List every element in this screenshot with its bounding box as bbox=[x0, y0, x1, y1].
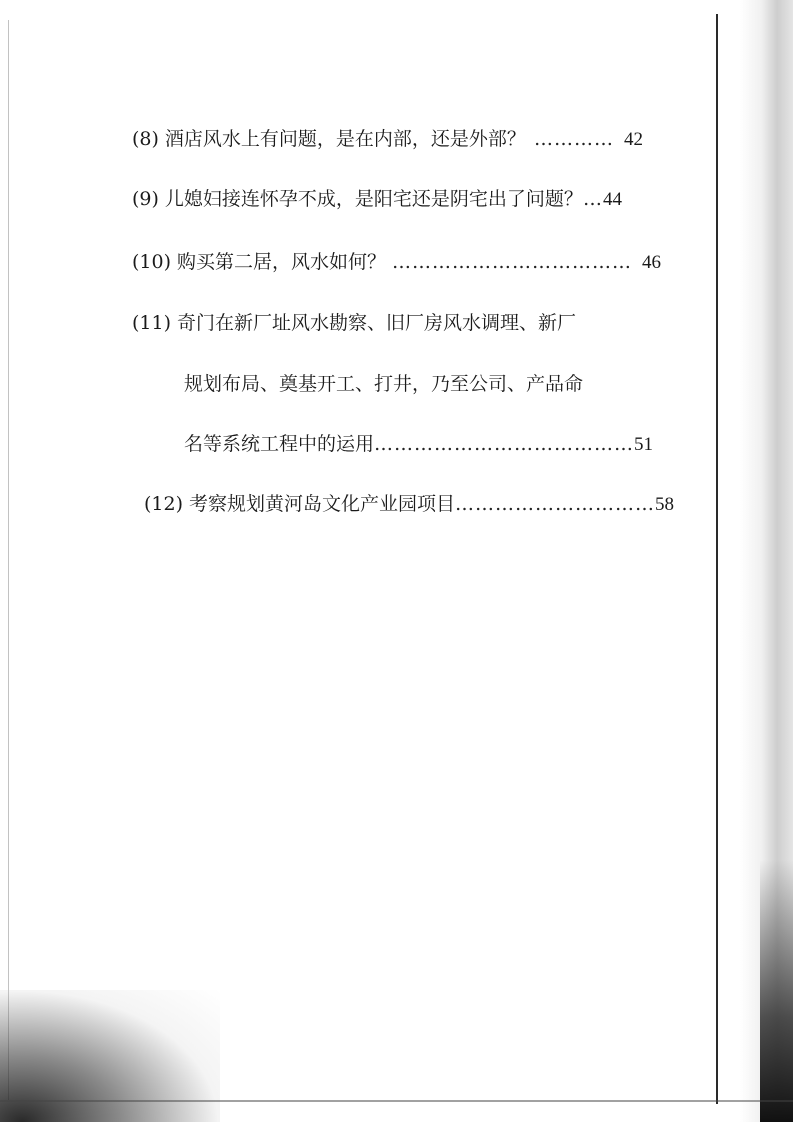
toc-entry-title-line3: 名等系统工程中的运用 bbox=[184, 433, 375, 455]
scan-page-fold-line bbox=[716, 14, 718, 1104]
toc-page-number: 46 bbox=[642, 252, 662, 273]
toc-entry-11-line3 bbox=[184, 432, 653, 457]
toc-leader-dots: ………………………………… bbox=[374, 433, 635, 455]
toc-page-number: 44 bbox=[602, 189, 622, 210]
toc-entry-11-line2 bbox=[184, 372, 583, 396]
scan-bottom-edge-line bbox=[0, 1100, 793, 1102]
toc-leader-dots: ………………………… bbox=[455, 493, 656, 515]
scan-right-dark-corner bbox=[760, 860, 793, 1122]
toc-entry-number: (11) bbox=[132, 312, 172, 334]
scan-left-edge-line bbox=[8, 20, 9, 1100]
toc-entry-11[interactable] bbox=[132, 311, 576, 335]
toc-entry-title-line2: 规划布局、奠基开工、打井，乃至公司、产品命 bbox=[184, 373, 584, 395]
toc-entry-title: 儿媳妇接连怀孕不成，是阳宅还是阴宅出了问题？ bbox=[164, 188, 583, 210]
toc-entry-number: (8) bbox=[132, 128, 159, 150]
toc-entry-title: 酒店风水上有问题，是在内部，还是外部？ bbox=[164, 128, 526, 150]
scan-bottom-left-smudge bbox=[0, 990, 220, 1122]
toc-entry-9[interactable] bbox=[132, 187, 622, 212]
toc-entry-title: 购买第二居，风水如何？ bbox=[177, 251, 387, 273]
toc-page-number: 58 bbox=[655, 494, 675, 515]
toc-entry-8[interactable] bbox=[132, 127, 643, 152]
toc-page-number: 51 bbox=[634, 434, 654, 455]
toc-entry-number: (12) bbox=[144, 493, 184, 515]
toc-entry-number: (10) bbox=[132, 251, 172, 273]
toc-entry-number: (9) bbox=[132, 188, 159, 210]
toc-page-number: 42 bbox=[623, 129, 643, 150]
toc-leader-dots: ……………………………… bbox=[392, 251, 633, 273]
toc-leader-dots: … bbox=[582, 188, 603, 210]
toc-entry-title-line1: 奇门在新厂址风水勘察、旧厂房风水调理、新厂 bbox=[177, 312, 577, 334]
toc-entry-10[interactable] bbox=[132, 250, 661, 275]
toc-entry-title: 考察规划黄河岛文化产业园项目 bbox=[189, 493, 456, 515]
toc-entry-12[interactable] bbox=[144, 492, 674, 517]
toc-leader-dots: ………… bbox=[533, 128, 614, 150]
